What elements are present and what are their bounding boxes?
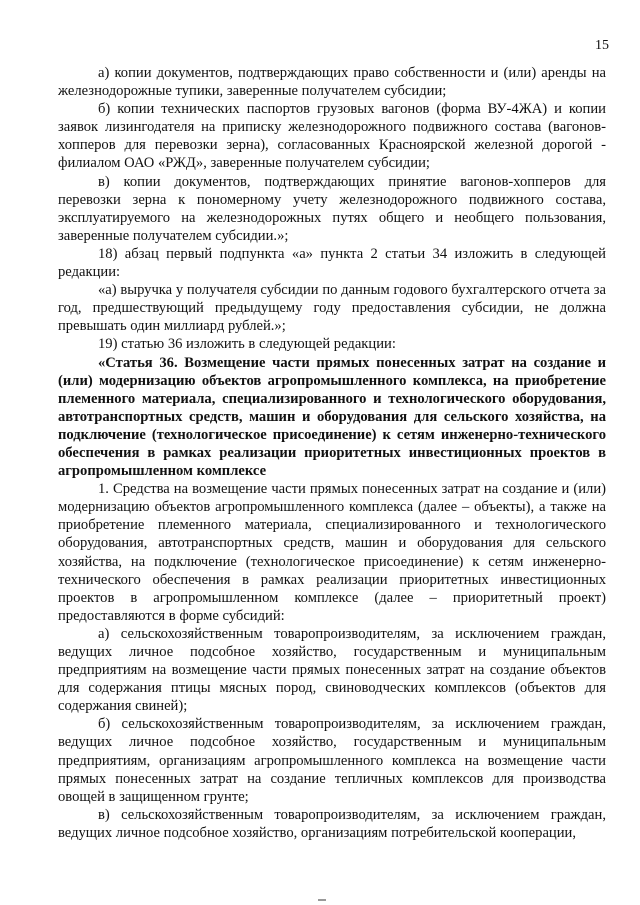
- paragraph: 18) абзац первый подпункта «а» пункта 2 статьи 34 изложить в следующей редакции:: [58, 245, 606, 281]
- page-number: 15: [595, 38, 609, 53]
- paragraph: «а) выручка у получателя субсидии по данным годового бухгалтерского отчета за год, предшествующий предыдущему году предоставления субсидии, не должна превышать один миллиард рублей.»;: [58, 282, 606, 335]
- scan-artifact: [318, 899, 326, 901]
- paragraph: а) копии документов, подтверждающих право собственности и (или) аренды на железнодорожные тупики, заверенные получателем субсидии;: [58, 65, 606, 100]
- paragraph: в) копии документов, подтверждающих принятие вагонов-хопперов для перевозки зерна к пономерному учету железнодорожного подвижного состава, эксплуатируемого на железнодорожных путях общего и необщего пользования, заверенные получателем субсидии.»;: [58, 173, 606, 244]
- document-body: [58, 64, 606, 842]
- paragraph: 1. Средства на возмещение части прямых понесенных затрат на создание и (или) модернизацию объектов агропромышленного комплекса (далее – объекты), а также на приобретение племенного материала, специализированного и технологического оборудования, автотранспортных средств, машин и оборудования для сельского хозяйства, на подключение (технологическое присоединение) к сетям инженерно-технического обеспечения в рамках реализации приоритетных инвестиционных проектов в агропромышленном комплексе (далее – приоритетный проект) предоставляются в форме субсидий:: [58, 481, 606, 624]
- paragraph: б) сельскохозяйственным товаропроизводителям, за исключением граждан, ведущих личное подсобное хозяйство, государственным и муниципальным предприятиям, организациям агропромышленного комплекса на возмещение части прямых понесенных затрат на создание тепличных комплексов для производства овощей в защищенном грунте;: [58, 716, 606, 805]
- paragraph: б) копии технических паспортов грузовых вагонов (форма ВУ-4ЖА) и копии заявок лизингодателя на приписку железнодорожного подвижного состава (вагонов-хопперов для перевозки зерна), согласованных Красноярской железной дорогой - филиалом ОАО «РЖД», заверенные получателем субсидии;: [58, 101, 606, 172]
- paragraph: в) сельскохозяйственным товаропроизводителям, за исключением граждан, ведущих личное подсобное хозяйство, организациям потребительской кооперации,: [58, 806, 606, 841]
- paragraph: а) сельскохозяйственным товаропроизводителям, за исключением граждан, ведущих личное подсобное хозяйство, государственным и муниципальным предприятиям на возмещение части прямых понесенных затрат на создание объектов для содержания птицы мясных пород, свиноводческих комплексов (объектов для содержания свиней);: [58, 625, 606, 715]
- article-heading: «Статья 36. Возмещение части прямых понесенных затрат на создание и (или) модернизацию объектов агропромышленного комплекса, на приобретение племенного материала, специализированного и технологического оборудования, автотранспортных средств, машин и оборудования для сельского хозяйства, на подключение (технологическое присоединение) к сетям инженерно-технического обеспечения в рамках реализации приоритетных инвестиционных проектов в агропромышленном комплексе: [58, 354, 606, 480]
- paragraph: 19) статью 36 изложить в следующей редакции:: [98, 336, 396, 353]
